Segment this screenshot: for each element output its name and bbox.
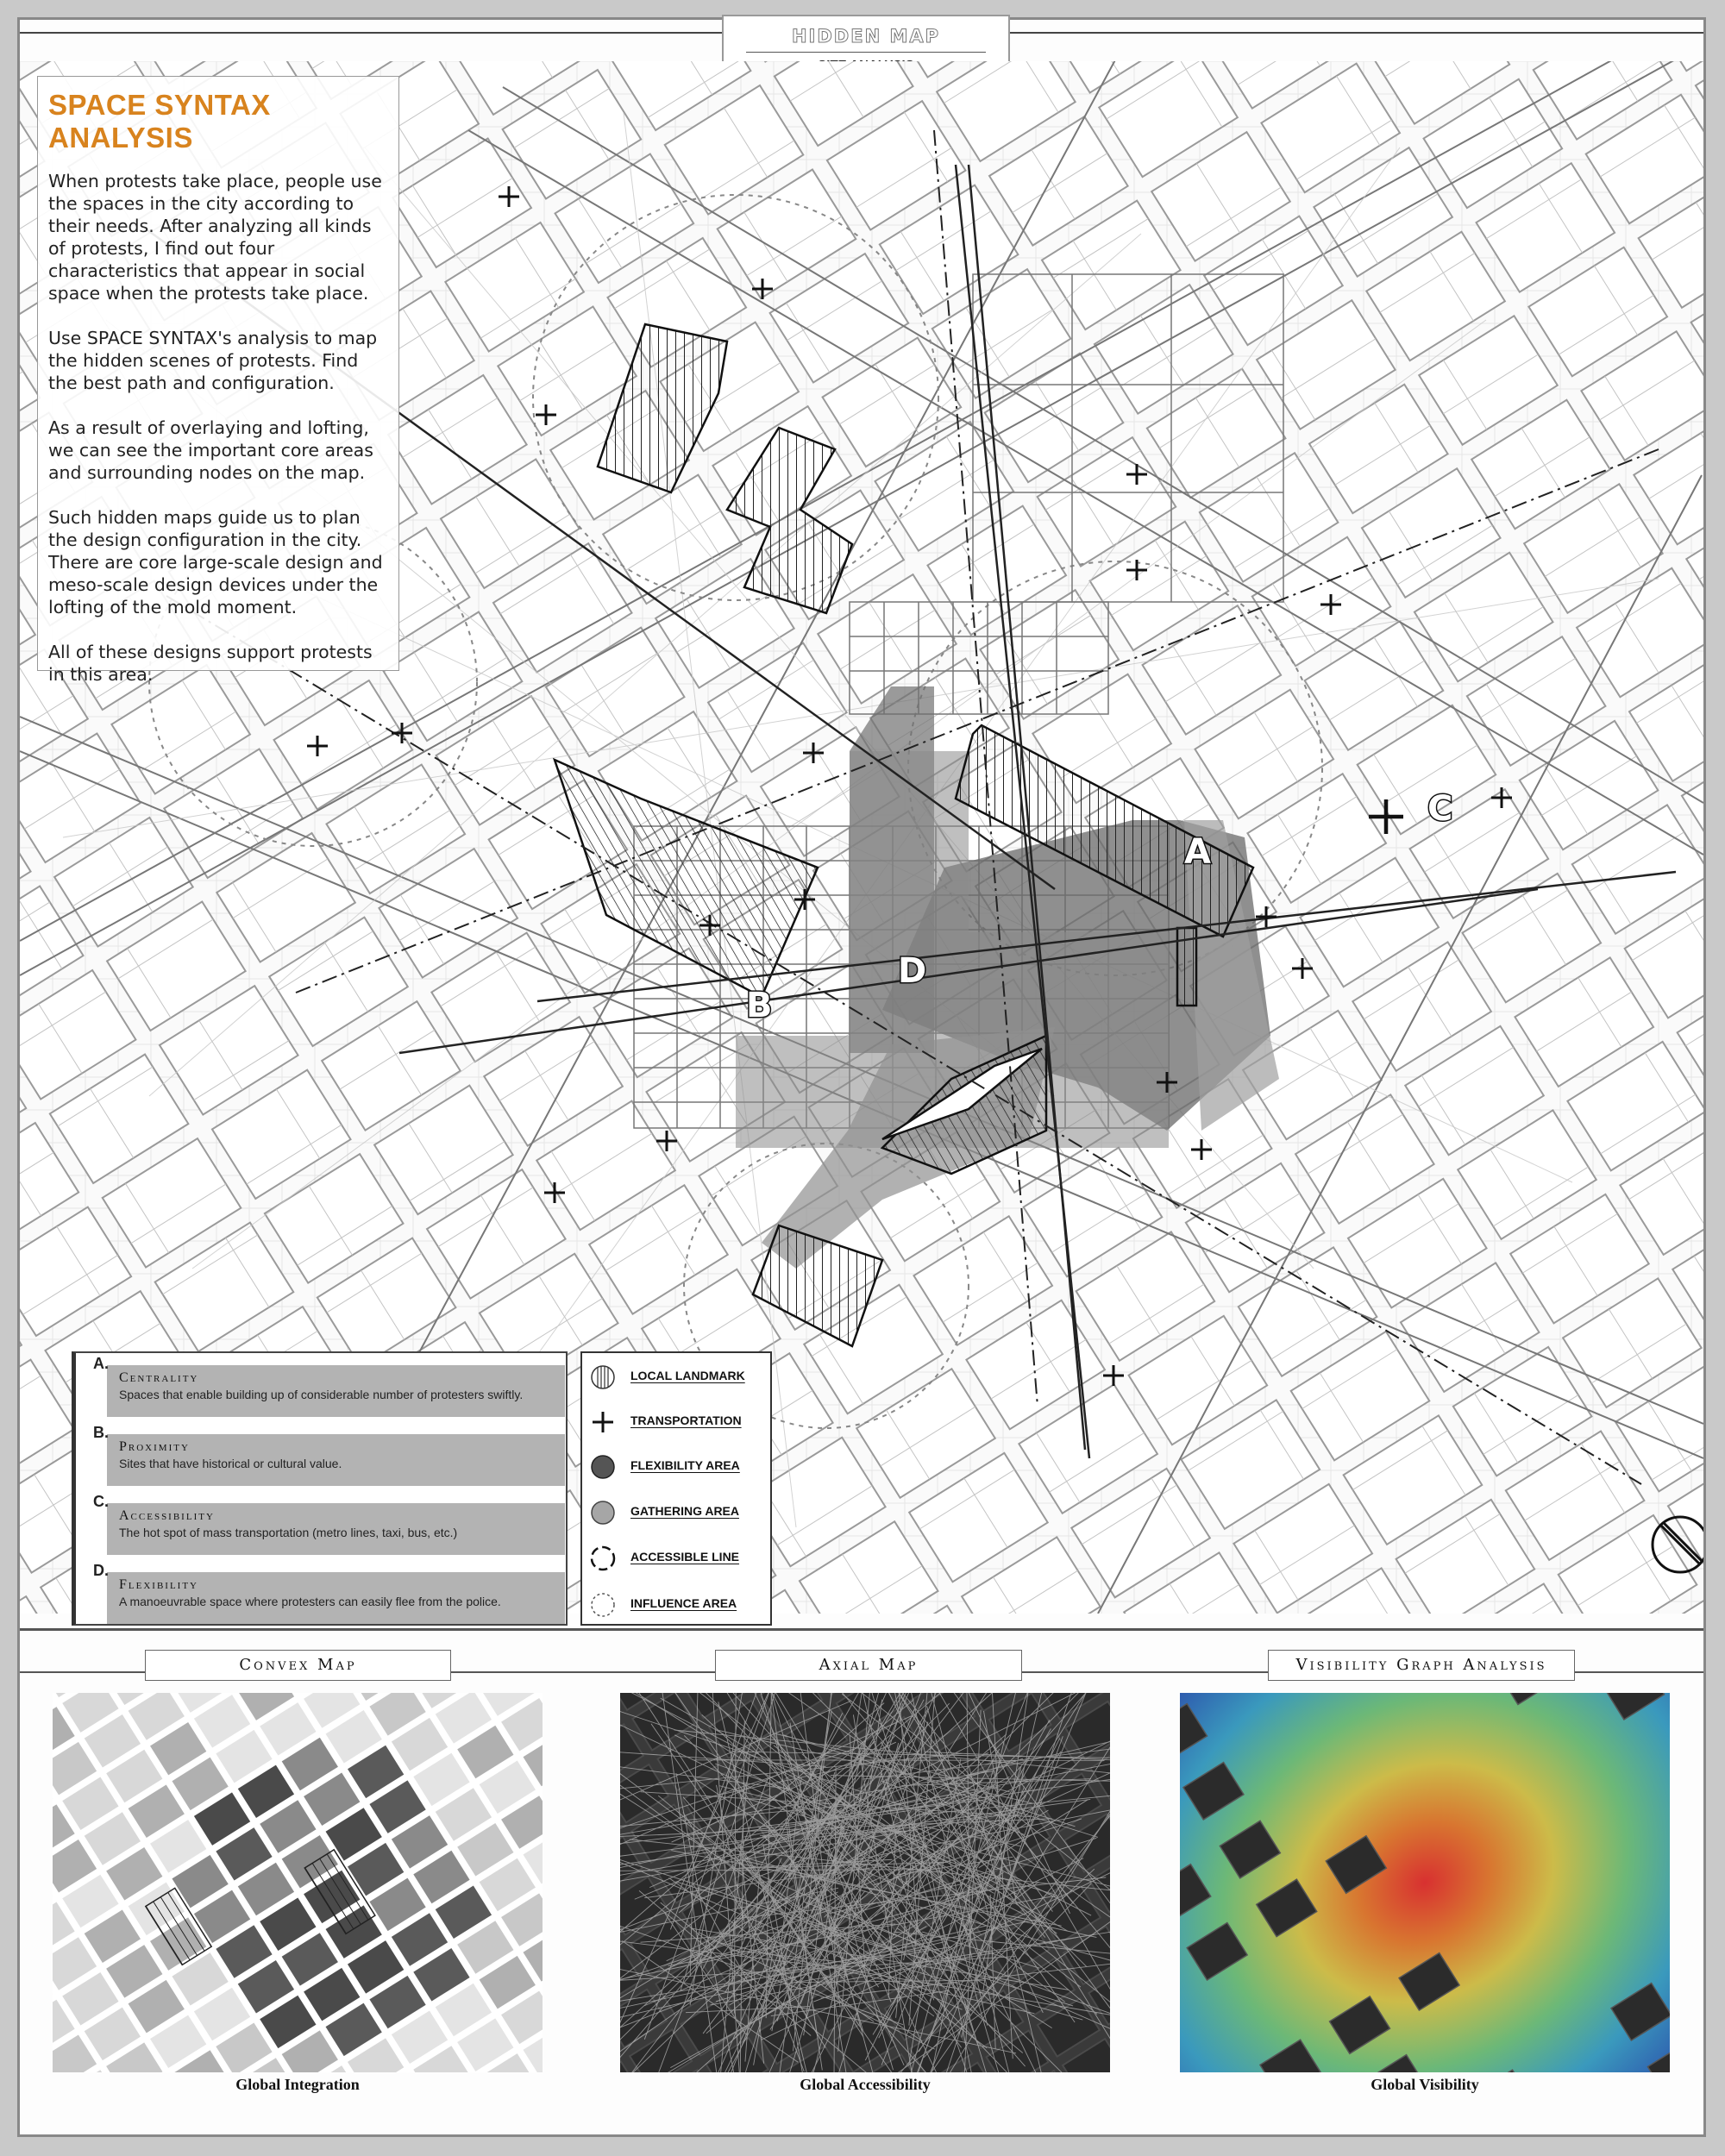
legend-item — [582, 1450, 770, 1482]
axial-map-image — [620, 1693, 1110, 2072]
legend-label: ACCESSIBLE LINE — [630, 1550, 740, 1564]
poster — [17, 17, 1706, 2137]
legend-panel — [580, 1351, 772, 1626]
intro-paragraph: Use SPACE SYNTAX's analysis to map the hidden scenes of protests. Find the best path and configuration. — [48, 328, 378, 393]
criterion-title: Centrality — [119, 1370, 199, 1385]
criterion-desc: Sites that have historical or cultural value. — [119, 1457, 342, 1470]
site-label-a: A — [1184, 832, 1211, 872]
hatched-circle-icon — [589, 1363, 617, 1391]
panel-title-convex-map: Convex Map — [145, 1650, 451, 1681]
legend-item — [582, 1541, 770, 1574]
legend-label: GATHERING AREA — [630, 1504, 739, 1518]
intro-panel — [37, 76, 399, 685]
vga-map-image — [1180, 1693, 1670, 2072]
convex-map-image — [53, 1693, 543, 2072]
criterion-letter: B. — [93, 1424, 109, 1441]
criterion-title: Accessibility — [119, 1508, 215, 1523]
legend-label: LOCAL LANDMARK — [630, 1369, 745, 1382]
intro-paragraph: All of these designs support protests in this area. — [48, 642, 373, 685]
legend-label: TRANSPORTATION — [630, 1413, 742, 1427]
legend-label: FLEXIBILITY AREA — [630, 1458, 740, 1472]
legend-item — [582, 1405, 770, 1438]
panel-title-axial-map: Axial Map — [715, 1650, 1022, 1681]
criterion-letter: D. — [93, 1562, 109, 1579]
dotted-circle-icon — [589, 1591, 617, 1619]
caption-vga: Global Visibility — [1371, 2076, 1479, 2093]
caption-axial: Global Accessibility — [800, 2076, 931, 2093]
criterion-title: Flexibility — [119, 1577, 198, 1592]
criterion-desc: Spaces that enable building up of considerable number of protesters swiftly. — [119, 1388, 524, 1401]
intro-paragraph: As a result of overlaying and lofting, we can see the important core areas and surrounding nodes on the map. — [48, 417, 373, 483]
dashed-arc-icon — [589, 1545, 617, 1572]
intro-paragraph: Such hidden maps guide us to plan the design configuration in the city. There are core large-scale design and meso-scale design devices under the lofting of the mold moment. — [48, 507, 383, 617]
caption-convex: Global Integration — [235, 2076, 360, 2093]
grey-circle-icon — [589, 1499, 617, 1526]
section-title: SPACE SYNTAX ANALYSIS — [48, 89, 271, 154]
site-label-d: D — [898, 951, 927, 991]
criterion-desc: A manoeuvrable space where protesters can easily flee from the police. — [119, 1595, 501, 1608]
criterion-title: Proximity — [119, 1439, 190, 1454]
criteria-panel — [72, 1351, 568, 1626]
site-label-b: B — [746, 986, 773, 1025]
legend-item — [582, 1588, 770, 1620]
criterion-letter: A. — [93, 1355, 109, 1372]
legend-item — [582, 1495, 770, 1528]
site-label-c: C — [1427, 789, 1453, 829]
panel-title-vga: Visibility Graph Analysis — [1268, 1650, 1575, 1681]
legend-label: INFLUENCE AREA — [630, 1596, 737, 1610]
section-divider — [20, 1628, 1703, 1631]
legend-item — [582, 1360, 770, 1393]
intro-paragraph: When protests take place, people use the spaces in the city according to their needs. After analyzing all kinds of protests, I find out four characteristics that appear in social space when the protests take place. — [48, 171, 382, 304]
page-title: HIDDEN MAP — [791, 26, 941, 47]
plus-icon — [589, 1408, 617, 1436]
criterion-desc: The hot spot of mass transportation (metro lines, taxi, bus, etc.) — [119, 1526, 458, 1539]
criterion-letter: C. — [93, 1493, 109, 1510]
dark-circle-icon — [589, 1453, 617, 1481]
